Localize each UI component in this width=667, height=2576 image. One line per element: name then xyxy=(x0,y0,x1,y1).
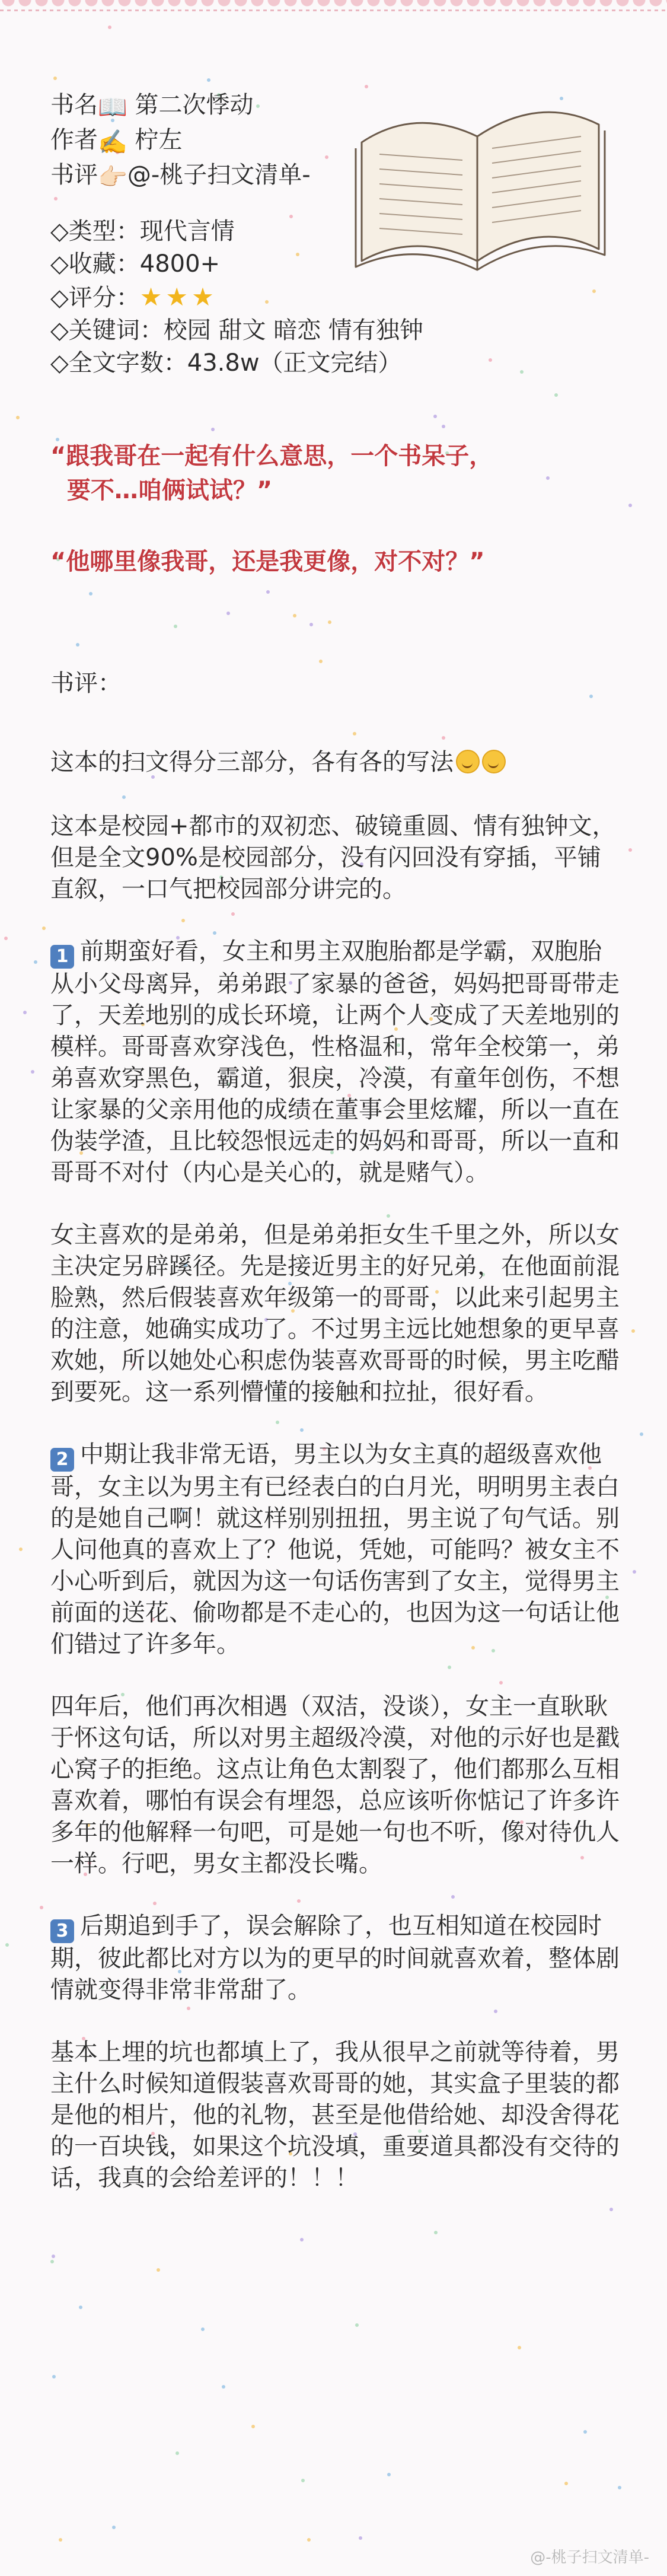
review-paragraph-5: 四年后，他们再次相遇（双洁，没谈），女主一直耿耿于怀这句话，所以对男主超级冷漠，对他的示好也是戳心窝子的拒绝。这点让角色太割裂了，他们都那么互相喜欢着，哪怕有误会有埋怨，总应该听你惦记了许多许多年的他解释一句吧，可是她一句也不听，像对待仇人一样。行吧，男女主都没长嘴。 xyxy=(50,1693,620,1877)
confetti-dot xyxy=(628,504,632,507)
laughing-face-icon xyxy=(456,750,480,773)
confetti-dot xyxy=(16,416,20,419)
confetti-dot xyxy=(112,2526,116,2529)
confetti-dot xyxy=(19,1547,23,1551)
confetti-dot xyxy=(518,2346,521,2349)
book-meta xyxy=(50,89,620,194)
review-paragraph-1: 这本是校园+都市的双初恋、破镜重圆、情有独钟文，但是全文90%是校园部分，没有闪回没有穿插，平铺直叙，一口气把校园部分讲完的。 xyxy=(50,813,616,903)
confetti-dot xyxy=(387,2473,391,2476)
title-line: 书名📖 第二次悸动 xyxy=(50,89,620,124)
confetti-dot xyxy=(108,26,111,29)
confetti-dot xyxy=(640,1432,643,1436)
confetti-dot xyxy=(251,2425,255,2428)
confetti-dot xyxy=(50,2260,54,2263)
confetti-dot xyxy=(52,2255,55,2258)
confetti-dot xyxy=(355,2323,359,2327)
reviewer-line: 书评👉🏻@-桃子扫文清单- xyxy=(50,159,620,194)
confetti-dot xyxy=(4,937,8,940)
confetti-dot xyxy=(222,2385,225,2389)
author-name: 柠左 xyxy=(135,126,183,154)
star-icon: ★ xyxy=(192,282,214,311)
quote-1: “跟我哥在一起有什么意思，一个书呆子， 要不…咱俩试试？” xyxy=(50,442,493,504)
review-paragraph-7: 基本上埋的坑也都填上了，我从很早之前就等待着，男主什么时候知道假装喜欢哥哥的她，其实盒子里装的都是他的相片，他的礼物，甚至是他借给她、却没舍得花的一百块钱，如果这个坑没填，重要道具都没有交待的话，我真的会给差评的！！！ xyxy=(50,2039,620,2192)
confetti-dot xyxy=(207,78,210,82)
confetti-dot xyxy=(157,2268,160,2272)
confetti-dot xyxy=(628,848,632,852)
author-line: 作者✍️ 柠左 xyxy=(50,124,620,159)
review-intro: 这本的扫文得分三部分，各有各的写法 xyxy=(50,747,620,778)
book-info xyxy=(50,215,620,380)
review-paragraph-3: 女主喜欢的是弟弟，但是弟弟拒女生千里之外，所以女主决定另辟蹊径。先是接近男主的好兄弟，在他面前混脸熟，然后假装喜欢年级第一的哥哥，以此来引起男主的注意，她确实成功了。不过男主远比她想象的更早喜欢她，所以她处心积虑伪装喜欢哥哥的时候，男主吃醋到要死。这一系列懵懂的接触和拉扯，很好看。 xyxy=(50,1221,620,1406)
review-paragraph-4: 2 中期让我非常无语，男主以为女主真的超级喜欢他哥，女主以为男主有已经表白的白月光，明明男主表白的是她自己啊！就这样别别扭扭，男主说了句气话。别人问他真的喜欢上了？他说，凭她，可能吗？被女主不小心听到后，就因为这一句话伤害到了女主，觉得男主前面的送花、偷吻都是不走心的，也因为这一句话让他们错过了许多年。 xyxy=(50,1441,620,1658)
lace-border xyxy=(0,0,667,15)
confetti-dot xyxy=(53,77,57,80)
quote-2: “他哪里像我哥，还是我更像，对不对？” xyxy=(50,548,485,575)
article xyxy=(50,89,620,2225)
laughing-face-icon xyxy=(482,750,506,773)
rating-stars xyxy=(140,284,218,311)
confetti-dot xyxy=(359,2536,362,2540)
confetti-dot xyxy=(633,1570,636,1574)
confetti-dot xyxy=(631,1329,635,1333)
pointing-hand-icon: 👉🏻 xyxy=(98,164,127,191)
confetti-dot xyxy=(175,2451,179,2455)
lace-border-line xyxy=(0,9,667,11)
confetti-dot xyxy=(59,2538,62,2542)
confetti-dot xyxy=(31,1070,34,1074)
star-icon: ★ xyxy=(139,282,162,311)
confetti-dot xyxy=(583,2430,587,2434)
book-icon: 📖 xyxy=(98,94,127,121)
review-paragraph-2: 1 前期蛮好看，女主和男主双胞胎都是学霸，双胞胎从小父母离异，弟弟跟了家暴的爸爸，妈妈把哥哥带走了，天差地别的成长环境，让两个人变成了天差地别的模样。哥哥喜欢穿浅色，性格温和，常年全校第一，弟弟喜欢穿黑色，霸道，狠戾，冷漠，有童年创伤，不想让家暴的父亲用他的成绩在董事会里炫耀，所以一直在伪装学渣，且比较怨恨远走的妈妈和哥哥，所以一直和哥哥不对付（内心是关心的，就是赌气）。 xyxy=(50,938,620,1186)
keywords: ◇关键词：校园 甜文 暗恋 情有独钟 xyxy=(50,317,423,344)
rating: ◇评分：★ ★ ★ xyxy=(50,281,620,314)
confetti-dot xyxy=(434,2231,438,2234)
review-heading: 书评： xyxy=(50,670,122,697)
confetti-dot xyxy=(5,1943,9,1947)
confetti-dot xyxy=(201,2327,205,2331)
confetti-dot xyxy=(40,1906,43,1909)
number-badge-2: 2 xyxy=(50,1448,74,1472)
watermark: @-桃子扫文清单- xyxy=(530,2549,649,2567)
collections: ◇收藏：4800+ xyxy=(50,250,221,278)
writing-hand-icon: ✍️ xyxy=(98,129,127,156)
confetti-dot xyxy=(564,2482,568,2485)
number-badge-1: 1 xyxy=(50,945,74,969)
confetti-dot xyxy=(300,2238,304,2241)
confetti-dot xyxy=(42,926,46,930)
confetti-dot xyxy=(23,1011,27,1014)
confetti-dot xyxy=(618,2486,621,2489)
review-paragraph-6: 3 后期追到手了，误会解除了，也互相知道在校园时期，彼此都比对方以为的更早的时间就喜欢着，整体剧情就变得非常非常甜了。 xyxy=(50,1912,620,2004)
confetti-dot xyxy=(307,2538,311,2542)
star-icon: ★ xyxy=(165,282,189,311)
confetti-dot xyxy=(79,2306,82,2309)
confetti-dot xyxy=(301,2479,305,2482)
number-badge-3: 3 xyxy=(50,1919,74,1943)
confetti-dot xyxy=(34,960,37,964)
confetti-dot xyxy=(52,2375,56,2378)
reviewer-handle: @-桃子扫文清单- xyxy=(127,161,311,189)
word-count: ◇全文字数：43.8w（正文完结） xyxy=(50,349,402,377)
genre: ◇类型：现代言情 xyxy=(50,218,235,245)
book-title: 第二次悸动 xyxy=(135,91,254,119)
